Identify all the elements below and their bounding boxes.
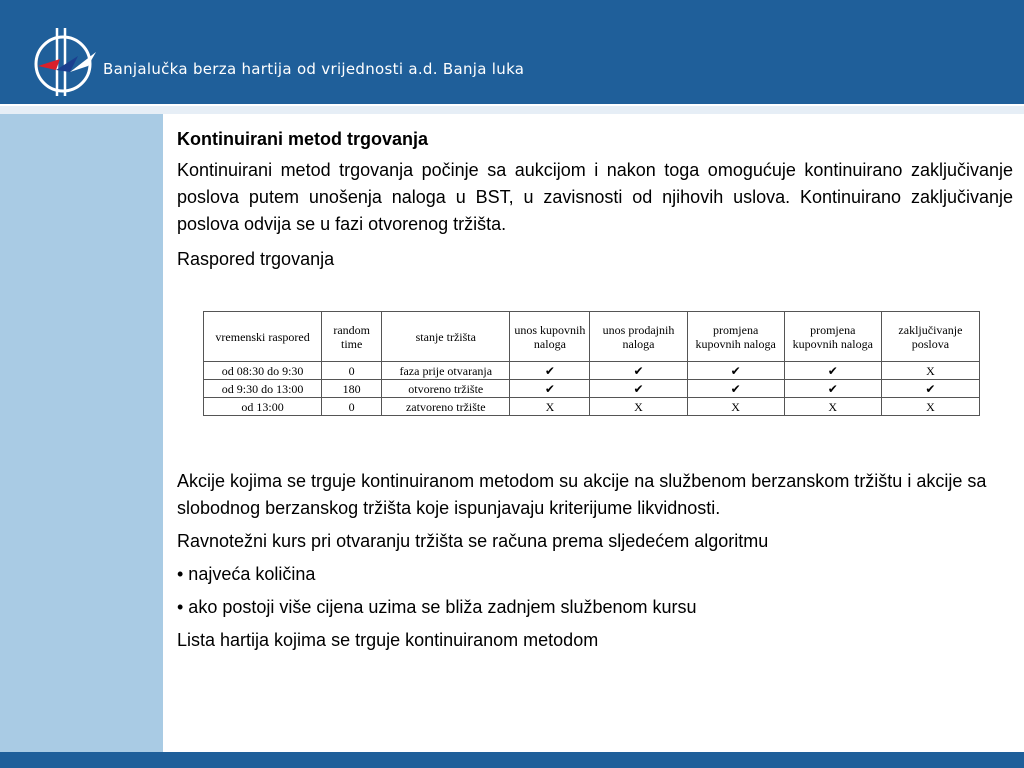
slide-content [177, 126, 1013, 281]
trading-schedule-table [203, 311, 980, 416]
table-row [204, 398, 980, 416]
securities-list-title: Lista hartija kojima se trguje kontinuiranom metodom [177, 630, 599, 650]
table-header-cell: stanje tržišta [382, 312, 510, 362]
checkmark-icon: ✔ [590, 380, 687, 398]
checkmark-icon: ✔ [590, 362, 687, 380]
checkmark-icon: ✔ [687, 380, 784, 398]
schedule-heading: Raspored trgovanja [177, 249, 335, 269]
table-header-cell: promjena kupovnih naloga [784, 312, 881, 362]
bullet-item: • najveća količina [177, 564, 316, 584]
table-cell: otvoreno tržište [382, 380, 510, 398]
table-row [204, 362, 980, 380]
table-cell: zatvoreno tržište [382, 398, 510, 416]
bullet-item: • ako postoji više cijena uzima se bliža zadnjem službenom kursu [177, 597, 697, 617]
exchange-logo-icon [30, 26, 100, 98]
table-cell: X [687, 398, 784, 416]
table-cell: od 13:00 [204, 398, 322, 416]
checkmark-icon: ✔ [510, 362, 590, 380]
table-cell: X [590, 398, 687, 416]
table-header-cell: random time [322, 312, 382, 362]
table-header-cell: vremenski raspored [204, 312, 322, 362]
algorithm-paragraph: Ravnotežni kurs pri otvaranju tržišta se računa prema sljedećem algoritmu [177, 531, 769, 551]
header-divider [0, 104, 1024, 114]
table-cell: 0 [322, 398, 382, 416]
left-sidebar-panel [0, 114, 163, 752]
checkmark-icon: ✔ [881, 380, 979, 398]
table-row [204, 380, 980, 398]
checkmark-icon: ✔ [510, 380, 590, 398]
checkmark-icon: ✔ [687, 362, 784, 380]
slide-title: Kontinuirani metod trgovanja [177, 129, 429, 149]
table-header-cell: unos kupovnih naloga [510, 312, 590, 362]
lower-content [177, 468, 1013, 660]
table-header-row [204, 312, 980, 362]
table-cell: 180 [322, 380, 382, 398]
table-cell: X [881, 362, 979, 380]
checkmark-icon: ✔ [784, 380, 881, 398]
table-cell: od 9:30 do 13:00 [204, 380, 322, 398]
table-header-cell: zaključivanje poslova [881, 312, 979, 362]
table-cell: 0 [322, 362, 382, 380]
organization-name: Banjalučka berza hartija od vrijednosti a.d. Banja luka [103, 60, 525, 78]
checkmark-icon: ✔ [784, 362, 881, 380]
eligible-shares-paragraph: Akcije kojima se trguje kontinuiranom metodom su akcije na službenom berzanskom tržištu i akcije sa slobodnog berzanskog tržišta koje ispunjavaju kriterijume likvidnosti. [177, 471, 987, 518]
table-header-cell: unos prodajnih naloga [590, 312, 687, 362]
table-header-cell: promjena kupovnih naloga [687, 312, 784, 362]
table-cell: od 08:30 do 9:30 [204, 362, 322, 380]
table-cell: X [510, 398, 590, 416]
table-cell: faza prije otvaranja [382, 362, 510, 380]
header-bar [0, 0, 1024, 104]
table-cell: X [881, 398, 979, 416]
footer-bar [0, 752, 1024, 768]
table-cell: X [784, 398, 881, 416]
intro-paragraph: Kontinuirani metod trgovanja počinje sa aukcijom i nakon toga omogućuje kontinuirano zaključivanje poslova putem unošenja naloga u BST, u zavisnosti od njihovih uslova. Kontinuirano zaključivanje poslova odvija se u fazi otvorenog tržišta. [177, 160, 1013, 234]
